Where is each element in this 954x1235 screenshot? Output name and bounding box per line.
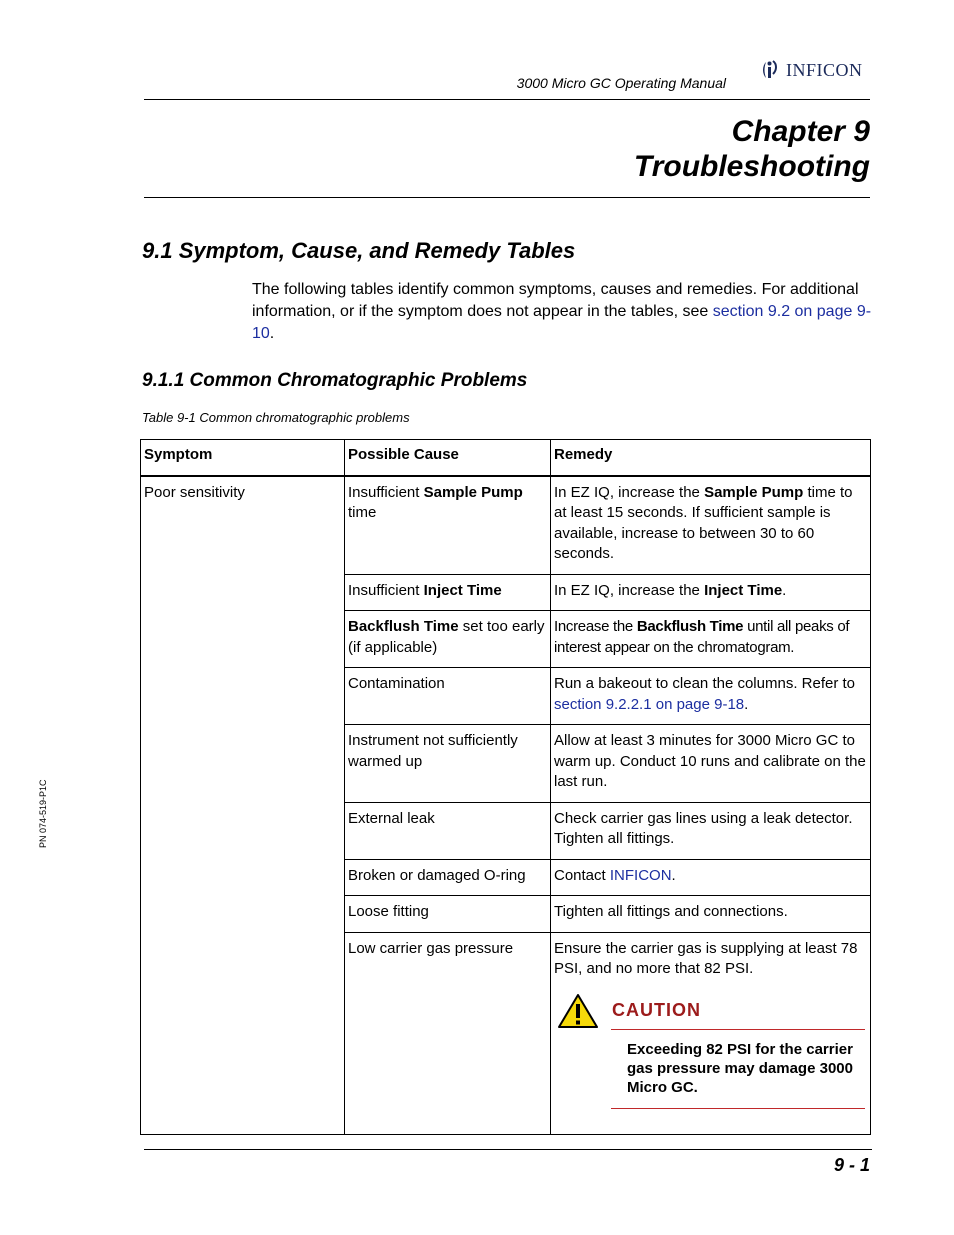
page-number: 9 - 1 xyxy=(833,1155,870,1175)
remedy-text: In EZ IQ, increase the xyxy=(554,483,705,501)
remedy-text: . xyxy=(744,695,749,713)
cause-cell xyxy=(345,574,551,611)
remedy-bold: Inject Time xyxy=(704,581,783,599)
cause-bold: Inject Time xyxy=(423,581,502,599)
remedy-bold: Backflush Time xyxy=(636,618,744,635)
intro-text: The following tables identify common symptoms, causes and remedies. For additional information, or if the symptom does not appear in the tables, see xyxy=(252,281,859,320)
cause-cell: External leak xyxy=(345,802,551,859)
remedy-text: until all peaks of interest appear on the chromatogram. xyxy=(554,618,850,656)
subsection-heading: 9.1.1 Common Chromatographic Problems xyxy=(142,370,528,391)
remedy-cell xyxy=(551,668,871,725)
section-heading: 9.1 Symptom, Cause, and Remedy Tables xyxy=(142,238,576,263)
inficon-logo-icon xyxy=(760,58,784,82)
remedy-cell: Allow at least 3 minutes for 3000 Micro GC to warm up. Conduct 10 runs and calibrate on the last run. xyxy=(551,725,871,803)
remedy-text: In EZ IQ, increase the xyxy=(554,581,705,599)
cause-text: time xyxy=(348,504,377,521)
remedy-cell xyxy=(551,476,871,575)
remedy-link[interactable]: INFICON xyxy=(609,866,672,884)
remedy-cell xyxy=(551,932,871,1134)
cause-text: Insufficient xyxy=(348,483,424,501)
header-symptom: Symptom xyxy=(141,440,345,476)
intro-link[interactable]: section 9.2 on page 9-10 xyxy=(252,303,872,342)
caution-rule xyxy=(611,1029,865,1030)
remedy-cell xyxy=(551,611,871,668)
intro-end: . xyxy=(269,325,275,342)
chapter-rule xyxy=(144,197,870,198)
cause-cell: Loose fitting xyxy=(345,896,551,933)
remedy-cell: Tighten all fittings and connections. xyxy=(551,896,871,933)
cause-text: set too early (if applicable) xyxy=(348,618,545,656)
remedy-text: Run a bakeout to clean the columns. Refer to xyxy=(554,675,856,692)
remedy-bold: Sample Pump xyxy=(704,483,804,501)
cause-cell xyxy=(345,476,551,575)
symptom-cell: Poor sensitivity xyxy=(141,476,345,1135)
table-caption: Table 9-1 Common chromatographic problems xyxy=(142,410,410,425)
remedy-text: . xyxy=(782,581,787,599)
header-cause: Possible Cause xyxy=(345,440,551,476)
remedy-cell: Check carrier gas lines using a leak detector. Tighten all fittings. xyxy=(551,802,871,859)
caution-label: CAUTION xyxy=(612,999,701,1020)
remedy-text: Increase the xyxy=(554,618,637,635)
cause-bold: Backflush Time xyxy=(348,618,459,635)
cause-cell: Broken or damaged O-ring xyxy=(345,859,551,896)
remedy-cell xyxy=(551,859,871,896)
chapter-heading xyxy=(634,114,870,184)
troubleshooting-table xyxy=(140,439,871,1135)
remedy-text: Ensure the carrier gas is supplying at least 78 PSI, and no more that 82 PSI. xyxy=(554,939,858,977)
warning-icon xyxy=(557,993,599,1029)
caution-text: Exceeding 82 PSI for the carrier gas pressure may damage 3000 Micro GC. xyxy=(627,1040,853,1096)
remedy-text: Contact xyxy=(554,866,610,884)
logo-text: INFICON xyxy=(786,59,863,80)
inficon-logo xyxy=(760,58,863,82)
cause-cell: Instrument not sufficiently warmed up xyxy=(345,725,551,803)
caution-box xyxy=(554,980,867,1120)
part-number: PN 074-519-P1C xyxy=(38,779,48,848)
caution-rule xyxy=(611,1108,865,1109)
remedy-link[interactable]: section 9.2.2.1 on page 9-18 xyxy=(554,695,745,713)
chapter-number: Chapter 9 xyxy=(731,115,870,148)
remedy-cell xyxy=(551,574,871,611)
table-row xyxy=(141,476,871,575)
footer-rule xyxy=(144,1149,872,1150)
cause-cell: Contamination xyxy=(345,668,551,725)
cause-text: Insufficient xyxy=(348,581,424,599)
manual-title: 3000 Micro GC Operating Manual xyxy=(516,75,726,91)
remedy-text: time to at least 15 seconds. If sufficient sample is available, increase to between 30 to 60 seconds. xyxy=(554,483,853,562)
intro-paragraph xyxy=(252,279,872,345)
table-header-row xyxy=(141,440,871,476)
cause-cell xyxy=(345,611,551,668)
chapter-title: Troubleshooting xyxy=(633,150,870,183)
cause-cell: Low carrier gas pressure xyxy=(345,932,551,1134)
cause-bold: Sample Pump xyxy=(423,483,523,501)
header-remedy: Remedy xyxy=(551,440,871,476)
remedy-text: . xyxy=(671,866,676,884)
header-rule xyxy=(144,99,870,100)
